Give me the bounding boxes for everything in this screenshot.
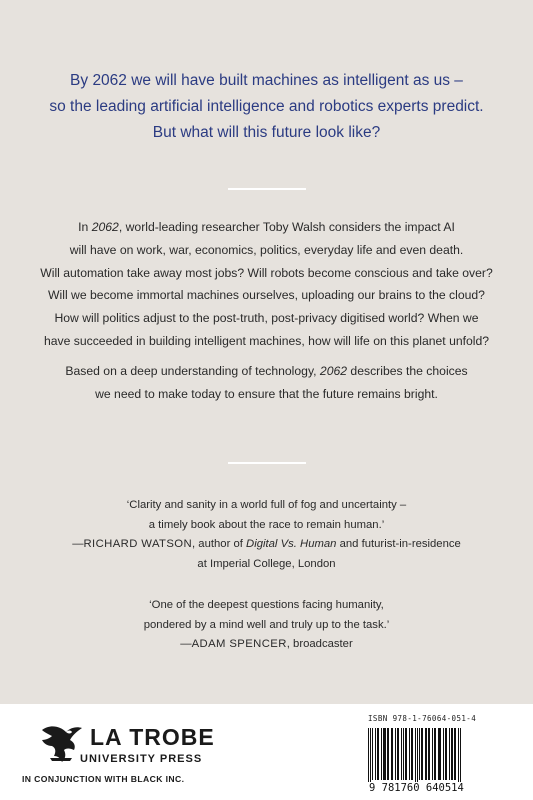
barcode-bar bbox=[381, 728, 382, 780]
text-segment: , broadcaster bbox=[286, 638, 353, 650]
summary-line-1 bbox=[18, 360, 515, 383]
barcode-bar bbox=[391, 728, 393, 780]
barcode-bar bbox=[377, 728, 379, 780]
barcode-bar bbox=[438, 728, 441, 780]
barcode-bar bbox=[409, 728, 410, 780]
barcode-bar bbox=[458, 728, 459, 788]
endorser-name: ADAM SPENCER bbox=[191, 638, 287, 650]
barcode-bar bbox=[419, 728, 420, 780]
quote-line-2: a timely book about the race to remain human.’ bbox=[148, 518, 385, 531]
barcode-bar bbox=[415, 728, 416, 788]
text-segment: describes the choices bbox=[347, 364, 468, 378]
quote-line-1: ‘One of the deepest questions facing humanity, bbox=[149, 599, 384, 611]
description-line-2: will have on work, war, economics, politics, everyday life and even death. bbox=[69, 242, 464, 257]
endorser-book-title: Digital Vs. Human bbox=[246, 538, 337, 550]
barcode-bar bbox=[372, 728, 373, 780]
text-segment: In bbox=[78, 220, 92, 234]
divider-top bbox=[228, 188, 306, 190]
barcode-bar bbox=[421, 728, 423, 780]
hero-blurb bbox=[20, 68, 513, 146]
barcode-digits: 9 781760 640514 bbox=[369, 782, 464, 794]
text-segment: and futurist-in-residence bbox=[336, 538, 461, 550]
barcode-bar bbox=[417, 728, 418, 788]
barcode-bar bbox=[434, 728, 436, 780]
endorsement-watson bbox=[60, 496, 473, 574]
barcode-bar bbox=[445, 728, 447, 780]
description-paragraph bbox=[18, 216, 515, 353]
barcode-bar bbox=[387, 728, 389, 780]
publisher-footer bbox=[0, 704, 533, 800]
text-segment: , author of bbox=[192, 538, 247, 550]
quote-attribution bbox=[60, 535, 473, 555]
hero-line-3: But what will this future look like? bbox=[152, 124, 381, 141]
barcode-bar bbox=[425, 728, 427, 780]
quote-line-2: pondered by a mind well and truly up to the task.’ bbox=[143, 618, 390, 631]
description-line-3: Will automation take away most jobs? Will robots become conscious and take over? bbox=[40, 265, 493, 280]
publisher-brand: LA TROBE bbox=[90, 724, 215, 750]
hero-line-1: By 2062 we will have built machines as intelligent as us – bbox=[70, 72, 463, 89]
publisher-conjunction: IN CONJUNCTION WITH BLACK INC. bbox=[22, 774, 185, 784]
hero-line-2: so the leading artificial intelligence and robotics experts predict. bbox=[49, 98, 484, 115]
barcode-bar bbox=[428, 728, 430, 780]
barcode-bar bbox=[395, 728, 396, 780]
description-line-4: Will we become immortal machines ourselves, uploading our brains to the cloud? bbox=[48, 288, 485, 303]
barcode-bar bbox=[375, 728, 376, 780]
barcode-bar bbox=[411, 728, 413, 780]
quote-attribution-line-2: at Imperial College, London bbox=[197, 557, 336, 570]
publisher-logo bbox=[22, 720, 282, 790]
barcode-bar bbox=[397, 728, 399, 780]
barcode-bar bbox=[370, 728, 371, 788]
divider-bottom bbox=[228, 462, 306, 464]
barcode-bar bbox=[451, 728, 453, 780]
barcode-bar bbox=[432, 728, 433, 780]
description-line-5: How will politics adjust to the post-truth, post-privacy digitised world? When we bbox=[54, 311, 479, 326]
quote-attribution bbox=[60, 635, 473, 655]
barcode-bar bbox=[405, 728, 407, 780]
barcode-bar bbox=[383, 728, 386, 780]
isbn-number: ISBN 978-1-76064-051-4 bbox=[368, 714, 477, 723]
eagle-icon bbox=[36, 720, 84, 768]
barcode-bar bbox=[403, 728, 404, 780]
quote-line-1: ‘Clarity and sanity in a world full of fog and uncertainty – bbox=[126, 499, 407, 511]
barcode-bar bbox=[460, 728, 461, 788]
summary-paragraph bbox=[18, 360, 515, 406]
em-dash: — bbox=[180, 638, 192, 650]
publisher-press: UNIVERSITY PRESS bbox=[80, 753, 203, 765]
endorser-name: RICHARD WATSON bbox=[83, 538, 193, 550]
text-segment: , world-leading researcher Toby Walsh considers the impact AI bbox=[118, 220, 455, 234]
barcode-bars bbox=[366, 728, 506, 788]
summary-line-2: we need to make today to ensure that the future remains bright. bbox=[95, 386, 438, 401]
barcode-bar bbox=[449, 728, 450, 780]
book-title-italic: 2062 bbox=[319, 364, 348, 378]
barcode-bar bbox=[454, 728, 456, 780]
description-line-1 bbox=[18, 216, 515, 239]
barcode-bar bbox=[368, 728, 369, 788]
endorsement-spencer bbox=[60, 596, 473, 655]
isbn-barcode bbox=[356, 714, 512, 796]
barcode-bar bbox=[443, 728, 444, 780]
barcode-bar bbox=[401, 728, 402, 780]
em-dash: — bbox=[72, 538, 84, 550]
text-segment: Based on a deep understanding of technology, bbox=[65, 364, 320, 378]
book-title-italic: 2062 bbox=[91, 220, 119, 234]
description-line-6: have succeeded in building intelligent machines, how will life on this planet unfold? bbox=[43, 333, 490, 348]
